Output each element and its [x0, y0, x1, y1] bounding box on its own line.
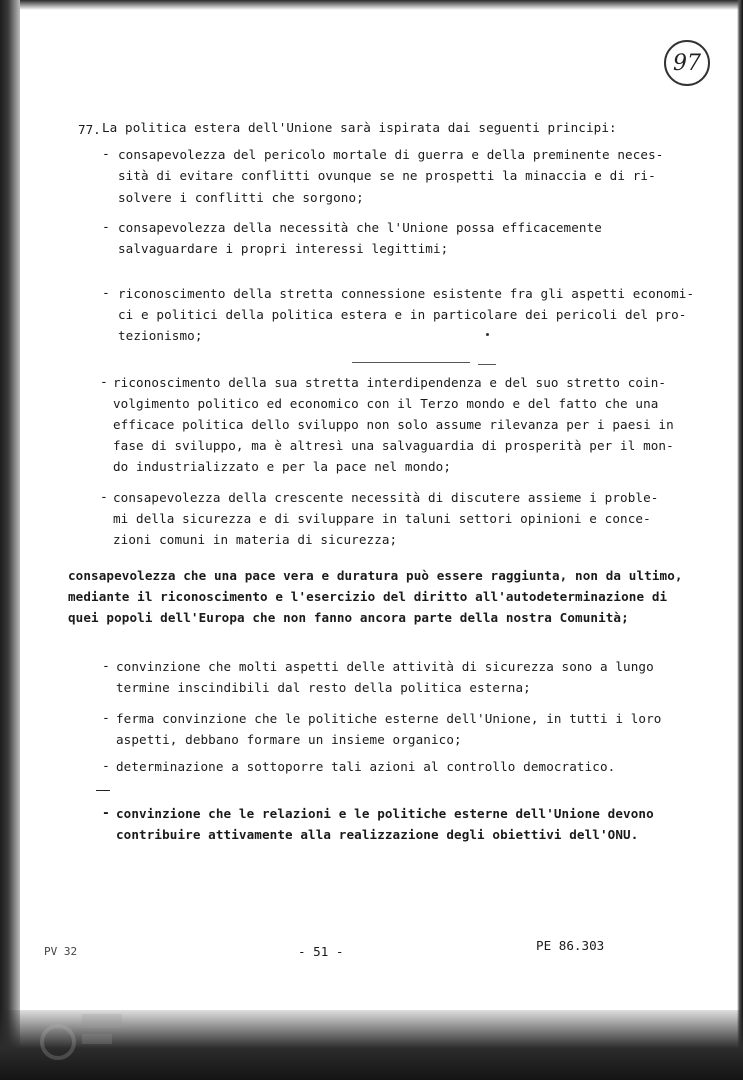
bullet-dash: -	[102, 711, 110, 726]
scan-edge-top	[0, 0, 743, 10]
item-line: consapevolezza del pericolo mortale di guerra e della preminente neces-	[118, 147, 664, 162]
scan-edge-left	[0, 0, 20, 1080]
item-number: 77.	[78, 122, 101, 137]
item-line: determinazione a sottoporre tali azioni al controllo democratico.	[116, 759, 616, 774]
item-line: solvere i conflitti che sorgono;	[118, 190, 364, 205]
item-line: consapevolezza della necessità che l'Unione possa efficacemente	[118, 220, 602, 235]
item-line: ci e politici della politica estera e in particolare dei pericoli del pro-	[118, 307, 687, 322]
scan-speck	[486, 333, 489, 336]
item-line: do industrializzato e per la pace nel mondo;	[113, 459, 452, 474]
page-stamp	[664, 40, 710, 86]
item-line: riconoscimento della stretta connessione esistente fra gli aspetti economi-	[118, 286, 695, 301]
bullet-dash: -	[100, 375, 108, 390]
scan-rule	[352, 362, 470, 363]
item-line: contribuire attivamente alla realizzazione degli obiettivi dell'ONU.	[116, 827, 639, 842]
item-line: sità di evitare conflitti ovunque se ne prospetti la minaccia e di ri-	[118, 168, 656, 183]
footer-page-number: - 51 -	[298, 944, 344, 959]
item-line: convinzione che molti aspetti delle attività di sicurezza sono a lungo	[116, 659, 654, 674]
item-line: riconoscimento della sua stretta interdipendenza e del suo stretto coin-	[113, 375, 667, 390]
bullet-dash: -	[102, 659, 110, 674]
item-line: termine inscindibili dal resto della politica esterna;	[116, 680, 531, 695]
item-line: zioni comuni in materia di sicurezza;	[113, 532, 398, 547]
item-line: efficace politica dello sviluppo non solo assume rilevanza per i paesi in	[113, 417, 674, 432]
bold-paragraph-line: mediante il riconoscimento e l'esercizio del diritto all'autodeterminazione di	[68, 589, 668, 604]
item-line: ferma convinzione che le politiche esterne dell'Unione, in tutti i loro	[116, 711, 662, 726]
bullet-dash: -	[102, 286, 110, 301]
item-line: tezionismo;	[118, 328, 203, 343]
item-line: mi della sicurezza e di sviluppare in taluni settori opinioni e conce-	[113, 511, 651, 526]
item-line: consapevolezza della crescente necessità di discutere assieme i proble-	[113, 490, 659, 505]
bold-paragraph-line: quei popoli dell'Europa che non fanno ancora parte della nostra Comunità;	[68, 610, 629, 625]
item-line: salvaguardare i propri interessi legittimi;	[118, 241, 449, 256]
watermark-logo	[38, 994, 128, 1064]
item-line: aspetti, debbano formare un insieme organico;	[116, 732, 462, 747]
page-stamp-text: 97	[673, 50, 701, 76]
intro-line: La politica estera dell'Unione sarà ispirata dai seguenti principi:	[102, 120, 617, 135]
footer-left: PV 32	[44, 945, 78, 958]
scan-rule	[478, 364, 496, 365]
bullet-dash: -	[102, 147, 110, 162]
bullet-dash: -	[102, 806, 110, 821]
footer-reference: PE 86.303	[536, 938, 605, 953]
item-line: convinzione che le relazioni e le politiche esterne dell'Unione devono	[116, 806, 654, 821]
item-line: fase di sviluppo, ma è altresì una salvaguardia di prosperità per il mon-	[113, 438, 674, 453]
scan-edge-right	[737, 0, 743, 1080]
item-line: volgimento politico ed economico con il Terzo mondo e del fatto che una	[113, 396, 659, 411]
bullet-dash: -	[102, 759, 110, 774]
bullet-dash: -	[100, 490, 108, 505]
scan-rule	[96, 790, 110, 791]
bullet-dash: -	[102, 220, 110, 235]
bold-paragraph-line: consapevolezza che una pace vera e duratura può essere raggiunta, non da ultimo,	[68, 568, 683, 583]
